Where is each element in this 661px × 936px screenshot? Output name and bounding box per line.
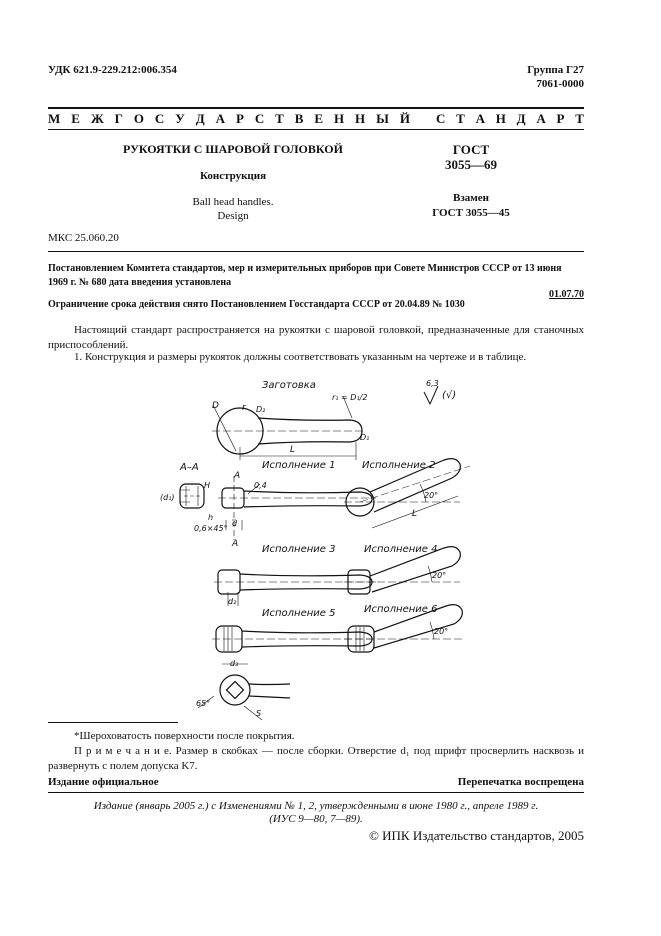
label-d1: (d₁)	[160, 493, 175, 502]
label-r1: r₁ = D₁/2	[332, 393, 368, 402]
label-version-4: Исполнение 4	[364, 544, 438, 555]
label-A-bottom: A	[232, 539, 239, 549]
label-angle-v4: 20°	[432, 571, 447, 580]
label-r: r	[242, 403, 246, 413]
label-angle-v6: 20°	[434, 627, 449, 636]
note-text: Размер в скобках — после сборки. Отверстие d₁ под шрифт просверлить насквозь и развернуть с полем допуска K7.	[48, 745, 584, 772]
roughness-value: 6,3	[426, 379, 439, 388]
group-code: Группа Г27	[527, 64, 584, 76]
banner	[48, 111, 584, 127]
banner-word-2: С Т А Н Д А Р Т	[436, 111, 584, 126]
label-angle-v2: 20°	[424, 491, 439, 500]
decree-line-1: Постановлением Комитета стандартов, мер и измерительных приборов при Совете Министров СССР от 13 июня	[48, 263, 562, 274]
replace-label: Взамен	[453, 192, 489, 204]
mks-code: МКС 25.060.20	[48, 232, 119, 244]
label-sq: 0,4	[254, 481, 267, 490]
label-D2: D₂	[256, 405, 266, 414]
note-label: П р и м е ч а н и е.	[74, 745, 172, 757]
rule-top	[48, 107, 584, 109]
edition-line-2: (ИУС 9—80, 7—89).	[269, 813, 363, 825]
label-d2: d₂	[228, 597, 237, 606]
english-title-1: Ball head handles.	[192, 196, 274, 208]
banner-word-1: М Е Ж Г О С У Д А Р С Т В Е Н Н Ы Й	[48, 111, 410, 126]
effective-date: 01.07.70	[549, 289, 584, 300]
gost-number: 3055—69	[445, 157, 497, 172]
label-d: d	[232, 519, 238, 528]
copyright: © ИПК Издательство стандартов, 2005	[369, 828, 584, 843]
label-L-v2: L	[412, 509, 418, 519]
replaced-gost: ГОСТ 3055—45	[432, 207, 510, 219]
label-A-top: A	[234, 471, 241, 481]
label-S: S	[256, 709, 262, 718]
note-paragraph	[48, 744, 584, 774]
decree-line-2: 1969 г. № 680 дата введения установлена	[48, 277, 232, 288]
label-chamfer: 0,6×45°	[194, 524, 228, 533]
roughness-paren: (√)	[442, 390, 457, 401]
reprint-prohibited: Перепечатка воспрещена	[457, 776, 584, 788]
square-detail	[198, 664, 290, 720]
limit-removed: Ограничение срока действия снято Постановлением Госстандарта СССР от 20.04.89 № 1030	[48, 299, 465, 310]
label-section: А–А	[180, 462, 199, 473]
footnote: *Шероховатость поверхности после покрытия.	[74, 730, 295, 742]
label-version-6: Исполнение 6	[364, 604, 438, 615]
standard-subtitle: Конструкция	[199, 170, 267, 182]
body-paragraph-1: Настоящий стандарт распространяется на рукоятки с шаровой головкой, предназначенные для станочных приспособлений.	[48, 324, 584, 351]
label-D1: D₁	[360, 433, 370, 442]
classification-code: 7061-0000	[536, 78, 584, 90]
technical-drawing	[150, 372, 490, 722]
roughness-mark	[424, 386, 438, 404]
body-paragraph-2: 1. Конструкция и размеры рукояток должны соответствовать указанным на чертеже и в таблице.	[74, 351, 527, 363]
official-edition: Издание официальное	[48, 776, 159, 788]
label-version-5: Исполнение 5	[262, 608, 336, 619]
version-3	[214, 570, 376, 606]
label-version-2: Исполнение 2	[362, 460, 436, 471]
label-angle-65: 65°	[196, 699, 211, 708]
label-version-1: Исполнение 1	[262, 460, 336, 471]
label-h: h	[208, 513, 214, 522]
standard-title: РУКОЯТКИ С ШАРОВОЙ ГОЛОВКОЙ	[123, 142, 343, 156]
label-L: L	[290, 445, 296, 455]
version-1	[218, 476, 376, 540]
footnote-rule	[48, 722, 178, 723]
rule-title-bottom	[48, 251, 584, 252]
label-blank: Заготовка	[262, 380, 316, 391]
udk-code: УДК 621.9-229.212:006.354	[48, 64, 177, 76]
gost-label: ГОСТ	[452, 142, 490, 157]
rule-footer	[48, 792, 584, 793]
label-D: D	[212, 401, 219, 411]
label-version-3: Исполнение 3	[262, 544, 336, 555]
label-H: H	[204, 481, 211, 490]
edition-line-1: Издание (январь 2005 г.) с Изменениями № 1, 2, утвержденными в июне 1980 г., апреле 1989 г.	[93, 800, 539, 812]
label-d3: d₃	[230, 659, 239, 668]
english-title-2: Design	[217, 210, 249, 222]
section-a-a	[180, 484, 204, 508]
rule-banner-bottom	[48, 129, 584, 130]
blank-handle	[212, 396, 366, 460]
